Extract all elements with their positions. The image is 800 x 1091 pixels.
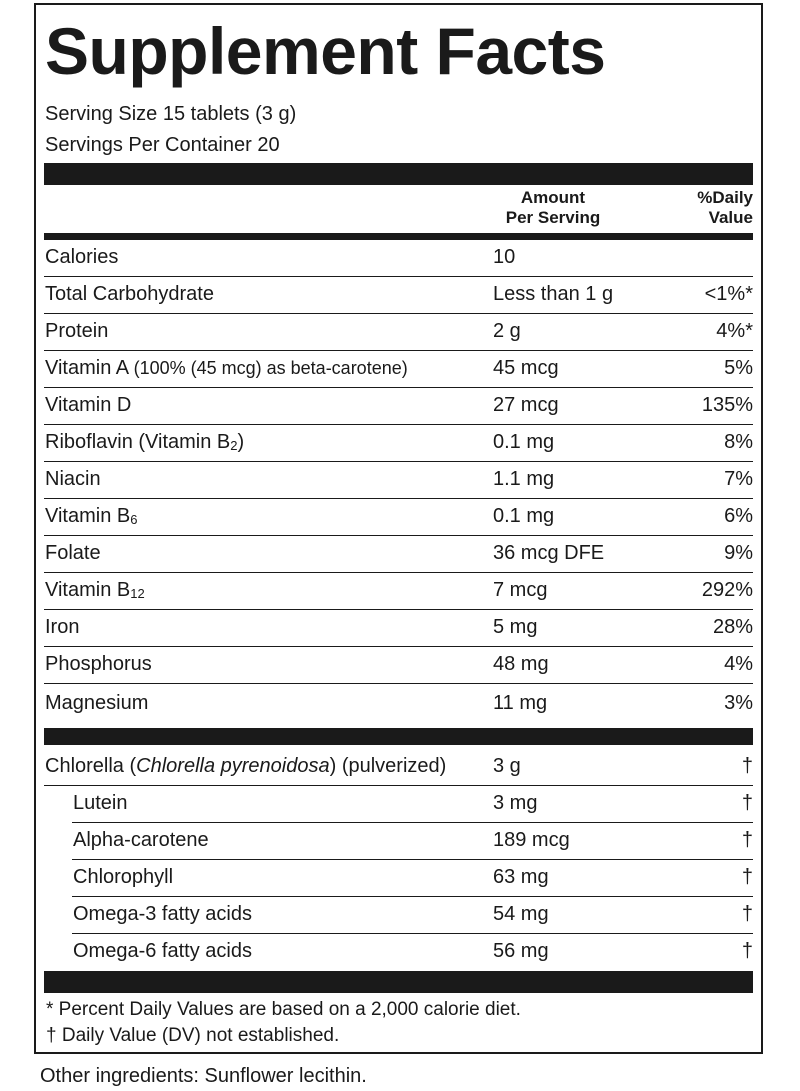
nutrient-amount: 1.1 mg — [493, 468, 555, 490]
component-row — [72, 786, 753, 823]
table-row — [44, 277, 753, 314]
component-row — [72, 860, 753, 897]
nutrient-name: Vitamin $B_6$ — [45, 505, 138, 527]
nutrient-amount: 45 mcg — [493, 357, 559, 379]
nutrient-amount: 2 g — [493, 320, 521, 342]
nutrient-name: Vitamin D — [45, 394, 132, 416]
component-amount: 56 mg — [493, 940, 549, 962]
chlorella-amount: 3 g — [493, 755, 521, 777]
component-amount: 189 mcg — [493, 829, 570, 851]
nutrient-dv: 8% — [724, 431, 753, 453]
component-dv: † — [741, 792, 753, 814]
nutrient-amount: 11 mg — [493, 692, 548, 714]
component-row — [72, 823, 753, 860]
nutrient-amount: Less than 1 g — [493, 283, 614, 305]
daily-value-header: %Daily Value — [697, 188, 753, 227]
nutrient-subscript: 12 — [130, 586, 145, 601]
table-row — [44, 425, 753, 462]
nutrient-name: Calories — [45, 246, 119, 268]
table-row — [44, 314, 753, 351]
component-name: Omega-6 fatty acids — [73, 940, 252, 962]
nutrient-name: Iron — [45, 616, 80, 638]
component-amount: 3 mg — [493, 792, 538, 814]
nutrient-amount: 48 mg — [493, 653, 549, 675]
nutrient-dv: 3% — [724, 692, 753, 714]
chlorella-row — [44, 749, 753, 786]
nutrient-amount: 7 mcg — [493, 579, 548, 601]
component-name: Alpha-carotene — [73, 829, 209, 851]
bottom-divider-bar — [44, 971, 753, 993]
nutrient-name: Total Carbohydrate — [45, 283, 214, 305]
nutrient-name: Niacin — [45, 468, 101, 490]
nutrient-subscript: 6 — [130, 512, 138, 527]
nutrient-name: Riboflavin (Vitamin $B_2$) — [45, 431, 245, 453]
component-dv: † — [741, 940, 753, 962]
table-row — [44, 573, 753, 610]
nutrient-amount: 5 mg — [493, 616, 538, 638]
component-name: Omega-3 fatty acids — [73, 903, 252, 925]
table-row — [44, 610, 753, 647]
table-row — [44, 499, 753, 536]
component-amount: 63 mg — [493, 866, 549, 888]
nutrient-dv: 5% — [724, 357, 753, 379]
table-row — [44, 240, 753, 277]
table-row — [44, 647, 753, 684]
footnote-percent-daily-values: * Percent Daily Values are based on a 2,000 calorie diet. — [46, 999, 521, 1020]
supplement-facts-panel — [34, 3, 763, 1054]
nutrient-amount: 0.1 mg — [493, 431, 555, 453]
nutrient-name: Vitamin A (100% (45 mcg) as beta-carotene) — [45, 357, 408, 379]
nutrient-dv: 9% — [724, 542, 753, 564]
component-dv: † — [741, 829, 753, 851]
nutrient-name: Magnesium — [45, 692, 149, 714]
component-dv: † — [741, 903, 753, 925]
nutrient-name: Folate — [45, 542, 101, 564]
table-row — [44, 388, 753, 425]
top-divider-bar — [44, 163, 753, 185]
nutrient-dv: 292% — [701, 579, 753, 601]
table-row — [44, 462, 753, 499]
serving-size: Serving Size 15 tablets (3 g) — [45, 103, 297, 125]
header-thick-rule — [44, 233, 753, 240]
component-amount: 54 mg — [493, 903, 549, 925]
nutrient-name: Protein — [45, 320, 109, 342]
table-row — [44, 351, 753, 388]
component-dv: † — [741, 866, 753, 888]
component-row — [72, 934, 753, 971]
nutrient-amount: 10 — [493, 246, 516, 268]
chlorella-dv: † — [741, 755, 753, 777]
component-row — [72, 897, 753, 934]
nutrient-dv: 135% — [701, 394, 753, 416]
nutrient-amount: 36 mcg DFE — [493, 542, 605, 564]
table-row — [44, 686, 753, 723]
nutrient-name: Phosphorus — [45, 653, 152, 675]
servings-per-container: Servings Per Container 20 — [45, 134, 280, 156]
nutrient-dv: 6% — [724, 505, 753, 527]
table-row — [44, 536, 753, 573]
nutrient-amount: 0.1 mg — [493, 505, 555, 527]
nutrient-dv: <1%* — [704, 283, 753, 305]
chlorella-latin-name: Chlorella pyrenoidosa — [136, 755, 330, 777]
component-name: Chlorophyll — [73, 866, 174, 888]
component-name: Lutein — [73, 792, 128, 814]
nutrient-dv: 4% — [724, 653, 753, 675]
nutrient-name: Vitamin $B_{12}$ — [45, 579, 145, 601]
nutrient-amount: 27 mcg — [493, 394, 559, 416]
amount-per-serving-header: Amount Per Serving — [505, 188, 601, 227]
footnote-daily-value-not-established: † Daily Value (DV) not established. — [46, 1025, 340, 1046]
nutrient-dv: 7% — [724, 468, 753, 490]
panel-title: Supplement Facts — [45, 14, 606, 88]
nutrient-dv: 28% — [712, 616, 753, 638]
nutrient-detail: (100% (45 mcg) as beta-carotene) — [133, 358, 408, 378]
chlorella-name: Chlorella (Chlorella pyrenoidosa) (pulverized) — [45, 755, 447, 777]
middle-divider-bar — [44, 728, 753, 745]
other-ingredients: Other ingredients: Sunflower lecithin. — [40, 1065, 367, 1087]
nutrient-dv: 4%* — [716, 320, 753, 342]
nutrient-subscript: 2 — [230, 438, 238, 453]
